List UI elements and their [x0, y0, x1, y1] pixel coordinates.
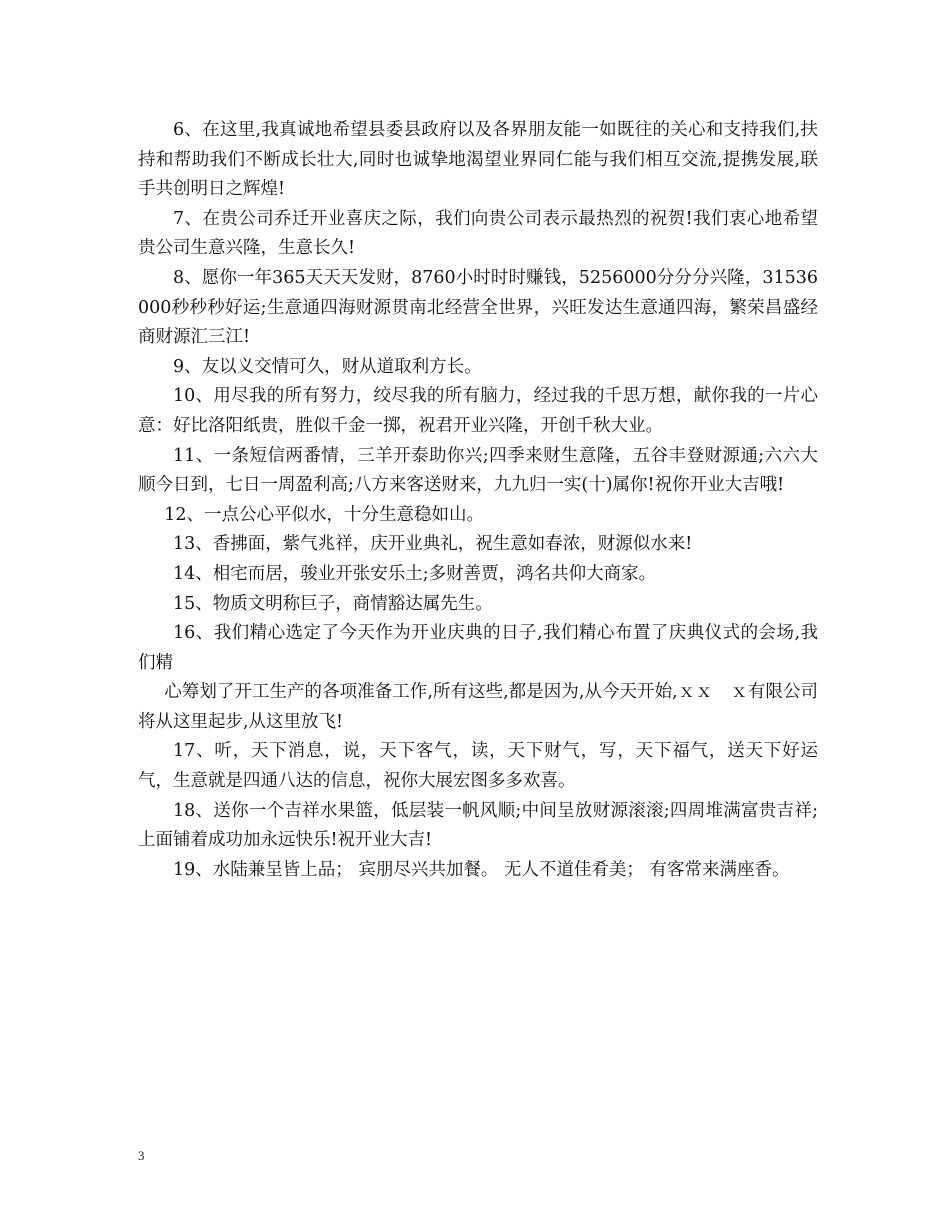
paragraph-13: 13、香拂面，紫气兆祥，庆开业典礼，祝生意如春浓，财源似水来! — [173, 534, 693, 555]
paragraph-16-continued: 心筹划了开工生产的各项准备工作,所有这些,都是因为,从今天开始,ｘｘ ｘ有限公司将从这里起步,从这里放飞! — [138, 682, 818, 732]
paragraph-12: 12、一点公心平似水，十分生意稳如山。 — [164, 504, 485, 525]
paragraph-10: 10、用尽我的所有努力，绞尽我的所有脑力，经过我的千思万想，献你我的一片心意：好比洛阳纸贵，胜似千金一掷，祝君开业兴隆，开创千秋大业。 — [138, 386, 818, 436]
paragraph-9: 9、友以义交情可久，财从道取利方长。 — [173, 356, 482, 377]
paragraph-8: 8、愿你一年365天天天发财，8760小时时时赚钱，5256000分分分兴隆，31536000秒秒秒好运;生意通四海财源贯南北经营全世界，兴旺发达生意通四海，繁荣昌盛经商财源汇三江! — [138, 267, 818, 348]
paragraph-14: 14、相宅而居，骏业开张安乐土;多财善贾，鸿名共仰大商家。 — [173, 563, 657, 584]
paragraph-7: 7、在贵公司乔迁开业喜庆之际，我们向贵公司表示最热烈的祝贺!我们衷心地希望贵公司生意兴隆，生意长久! — [138, 208, 818, 259]
paragraph-11: 11、一条短信两番情，三羊开泰助你兴;四季来财生意隆，五谷丰登财源通;六六大顺今日到，七日一周盈利高;八方来客送财来，九九归一实(十)属你!祝你开业大吉哦! — [138, 445, 818, 496]
paragraph-19: 19、水陆兼呈皆上品； 宾朋尽兴共加餐。 无人不道佳肴美； 有客常来满座香。 — [173, 859, 790, 880]
paragraph-18: 18、送你一个吉祥水果篮，低层装一帆风顺;中间呈放财源滚滚;四周堆满富贵吉祥;上面铺着成功加永远快乐!祝开业大吉! — [138, 800, 818, 851]
paragraph-6: 6、在这里,我真诚地希望县委县政府以及各界朋友能一如既往的关心和支持我们,扶持和帮助我们不断成长壮大,同时也诚挚地渴望业界同仁能与我们相互交流,提携发展,联手共创明日之辉煌! — [138, 120, 818, 200]
page-number: 3 — [138, 1148, 145, 1163]
paragraph-15: 15、物质文明称巨子，商情豁达属先生。 — [173, 593, 493, 614]
document-body — [138, 116, 818, 885]
paragraph-16: 16、我们精心选定了今天作为开业庆典的日子,我们精心布置了庆典仪式的会场,我们精 — [138, 623, 818, 673]
paragraph-17: 17、听，天下消息，说，天下客气，读，天下财气，写，天下福气，送天下好运气，生意就是四通八达的信息，祝你大展宏图多多欢喜。 — [138, 741, 818, 792]
